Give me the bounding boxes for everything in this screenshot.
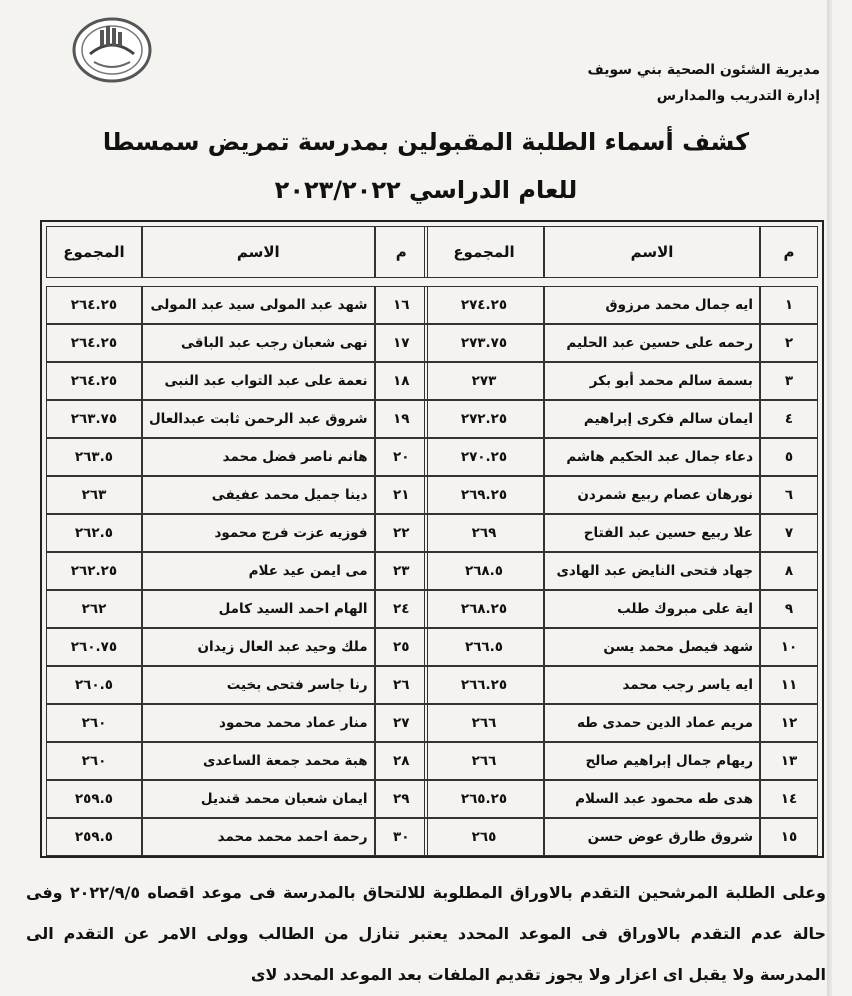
col-header-name: الاسم [544, 226, 760, 278]
row-number: ٦ [760, 476, 818, 514]
student-total: ٢٦٩ [424, 514, 544, 552]
student-name: الهام احمد السيد كامل [142, 590, 375, 628]
student-total: ٢٦٩.٢٥ [424, 476, 544, 514]
row-number: ٥ [760, 438, 818, 476]
row-number: ١٣ [760, 742, 818, 780]
table-row [424, 590, 818, 628]
student-total: ٢٦٣.٧٥ [46, 400, 142, 438]
student-total: ٢٦٠ [46, 742, 142, 780]
student-name: دينا جميل محمد عفيفى [142, 476, 375, 514]
row-number: ١٥ [760, 818, 818, 856]
student-total: ٢٧٠.٢٥ [424, 438, 544, 476]
table-row [424, 780, 818, 818]
row-number: ٢٥ [375, 628, 428, 666]
row-number: ٣ [760, 362, 818, 400]
table-row [424, 552, 818, 590]
row-number: ١٠ [760, 628, 818, 666]
student-name: رحمه على حسين عبد الحليم [544, 324, 760, 362]
student-name: رنا جاسر فتحى بخيت [142, 666, 375, 704]
student-total: ٢٥٩.٥ [46, 818, 142, 856]
student-total: ٢٥٩.٥ [46, 780, 142, 818]
col-header-name: الاسم [142, 226, 375, 278]
row-number: ١٤ [760, 780, 818, 818]
table-row [424, 438, 818, 476]
student-total: ٢٦٥ [424, 818, 544, 856]
student-total: ٢٧٣.٧٥ [424, 324, 544, 362]
student-total: ٢٦٨.٥ [424, 552, 544, 590]
student-total: ٢٦٢ [46, 590, 142, 628]
table-row [46, 324, 428, 362]
student-total: ٢٦٦.٢٥ [424, 666, 544, 704]
student-name: مى ايمن عيد علام [142, 552, 375, 590]
student-name: ايمان شعبان محمد قنديل [142, 780, 375, 818]
row-number: ٢١ [375, 476, 428, 514]
student-total: ٢٦٤.٢٥ [46, 324, 142, 362]
student-name: ملك وحيد عبد العال زيدان [142, 628, 375, 666]
student-total: ٢٦٣.٥ [46, 438, 142, 476]
student-total: ٢٦٨.٢٥ [424, 590, 544, 628]
table-row [424, 666, 818, 704]
col-header-total: المجموع [424, 226, 544, 278]
table-row [46, 628, 428, 666]
student-total: ٢٧٢.٢٥ [424, 400, 544, 438]
student-name: ريهام جمال إبراهيم صالح [544, 742, 760, 780]
table-row [46, 400, 428, 438]
row-number: ٢٧ [375, 704, 428, 742]
table-right-half [424, 226, 818, 856]
student-name: نهى شعبان رجب عبد الباقى [142, 324, 375, 362]
student-name: علا ربيع حسين عبد الفتاح [544, 514, 760, 552]
directorate-name: مديرية الشئون الصحية بني سويف [587, 62, 820, 78]
row-number: ٢٩ [375, 780, 428, 818]
student-total: ٢٦٥.٢٥ [424, 780, 544, 818]
table-row [424, 628, 818, 666]
academic-year: للعام الدراسي ٢٠٢٣/٢٠٢٢ [274, 176, 578, 204]
student-total: ٢٦٤.٢٥ [46, 362, 142, 400]
table-row [46, 818, 428, 856]
student-name: فوزيه عزت فرج محمود [142, 514, 375, 552]
student-total: ٢٦٠ [46, 704, 142, 742]
table-row [46, 552, 428, 590]
student-total: ٢٦٦ [424, 742, 544, 780]
table-row [424, 818, 818, 856]
row-number: ٢٠ [375, 438, 428, 476]
student-total: ٢٦٤.٢٥ [46, 286, 142, 324]
table-row [46, 666, 428, 704]
student-name: ايه جمال محمد مرزوق [544, 286, 760, 324]
table-row [46, 704, 428, 742]
students-table [40, 220, 824, 858]
student-total: ٢٦٢.٢٥ [46, 552, 142, 590]
student-total: ٢٦٦.٥ [424, 628, 544, 666]
table-row [46, 362, 428, 400]
student-name: شروق عبد الرحمن ثابت عبدالعال [142, 400, 375, 438]
row-number: ٢٤ [375, 590, 428, 628]
student-total: ٢٧٤.٢٥ [424, 286, 544, 324]
table-row [424, 324, 818, 362]
page-title: كشف أسماء الطلبة المقبولين بمدرسة تمريض سمسطا [102, 128, 750, 156]
row-number: ٣٠ [375, 818, 428, 856]
row-number: ٢٨ [375, 742, 428, 780]
student-total: ٢٦٠.٥ [46, 666, 142, 704]
student-total: ٢٦٠.٧٥ [46, 628, 142, 666]
table-row [46, 476, 428, 514]
row-number: ١١ [760, 666, 818, 704]
student-name: هانم ناصر فضل محمد [142, 438, 375, 476]
table-row [424, 400, 818, 438]
table-row [46, 590, 428, 628]
row-number: ١٩ [375, 400, 428, 438]
student-name: جهاد فتحى النايض عبد الهادى [544, 552, 760, 590]
row-number: ٢ [760, 324, 818, 362]
student-name: ايه ياسر رجب محمد [544, 666, 760, 704]
table-row [424, 362, 818, 400]
row-number: ١٦ [375, 286, 428, 324]
student-name: شهد فيصل محمد يسن [544, 628, 760, 666]
col-header-num: م [760, 226, 818, 278]
student-total: ٢٦٣ [46, 476, 142, 514]
student-name: شروق طارق عوض حسن [544, 818, 760, 856]
footer-note: وعلى الطلبة المرشحين التقدم بالاوراق المطلوبة للالتحاق بالمدرسة فى موعد اقصاه ٢٠٢٢/٩/٥ وفى حالة عدم التقدم بالاوراق فى الموعد المحدد يعتبر تنازل من الطالب وولى الامر عن التقدم الى المدرسة ولا يقبل اى اعزار ولا يجوز تقديم الملفات بعد الموعد المحدد لاى [26, 883, 827, 984]
student-name: ايمان سالم فكرى إبراهيم [544, 400, 760, 438]
col-header-total: المجموع [46, 226, 142, 278]
row-number: ١٢ [760, 704, 818, 742]
student-name: اية على مبروك طلب [544, 590, 760, 628]
row-number: ٢٢ [375, 514, 428, 552]
table-row [46, 780, 428, 818]
table-row [46, 286, 428, 324]
table-row [46, 514, 428, 552]
row-number: ١٧ [375, 324, 428, 362]
student-name: بسمة سالم محمد أبو بكر [544, 362, 760, 400]
student-name: شهد عبد المولى سيد عبد المولى [142, 286, 375, 324]
student-name: مريم عماد الدين حمدى طه [544, 704, 760, 742]
table-row [424, 742, 818, 780]
row-number: ٢٦ [375, 666, 428, 704]
row-number: ٨ [760, 552, 818, 590]
table-row [424, 286, 818, 324]
row-number: ٧ [760, 514, 818, 552]
student-name: هدى طه محمود عبد السلام [544, 780, 760, 818]
table-row [46, 438, 428, 476]
student-name: نعمة على عبد التواب عبد النبى [142, 362, 375, 400]
seal-icon [70, 14, 154, 84]
row-number: ١ [760, 286, 818, 324]
logo [70, 14, 154, 84]
student-name: دعاء جمال عبد الحكيم هاشم [544, 438, 760, 476]
row-number: ١٨ [375, 362, 428, 400]
department-header [588, 57, 820, 109]
table-row [424, 514, 818, 552]
table-row [424, 704, 818, 742]
department-name: إدارة التدريب والمدارس [656, 88, 820, 104]
student-total: ٢٦٦ [424, 704, 544, 742]
student-name: هبة محمد جمعة الساعدى [142, 742, 375, 780]
table-left-half [46, 226, 428, 856]
col-header-num: م [375, 226, 428, 278]
row-number: ٤ [760, 400, 818, 438]
row-number: ٩ [760, 590, 818, 628]
student-name: منار عماد محمد محمود [142, 704, 375, 742]
student-total: ٢٧٣ [424, 362, 544, 400]
student-name: نورهان عصام ربيع شمردن [544, 476, 760, 514]
row-number: ٢٣ [375, 552, 428, 590]
student-name: رحمة احمد محمد محمد [142, 818, 375, 856]
table-row [46, 742, 428, 780]
student-total: ٢٦٢.٥ [46, 514, 142, 552]
table-row [424, 476, 818, 514]
